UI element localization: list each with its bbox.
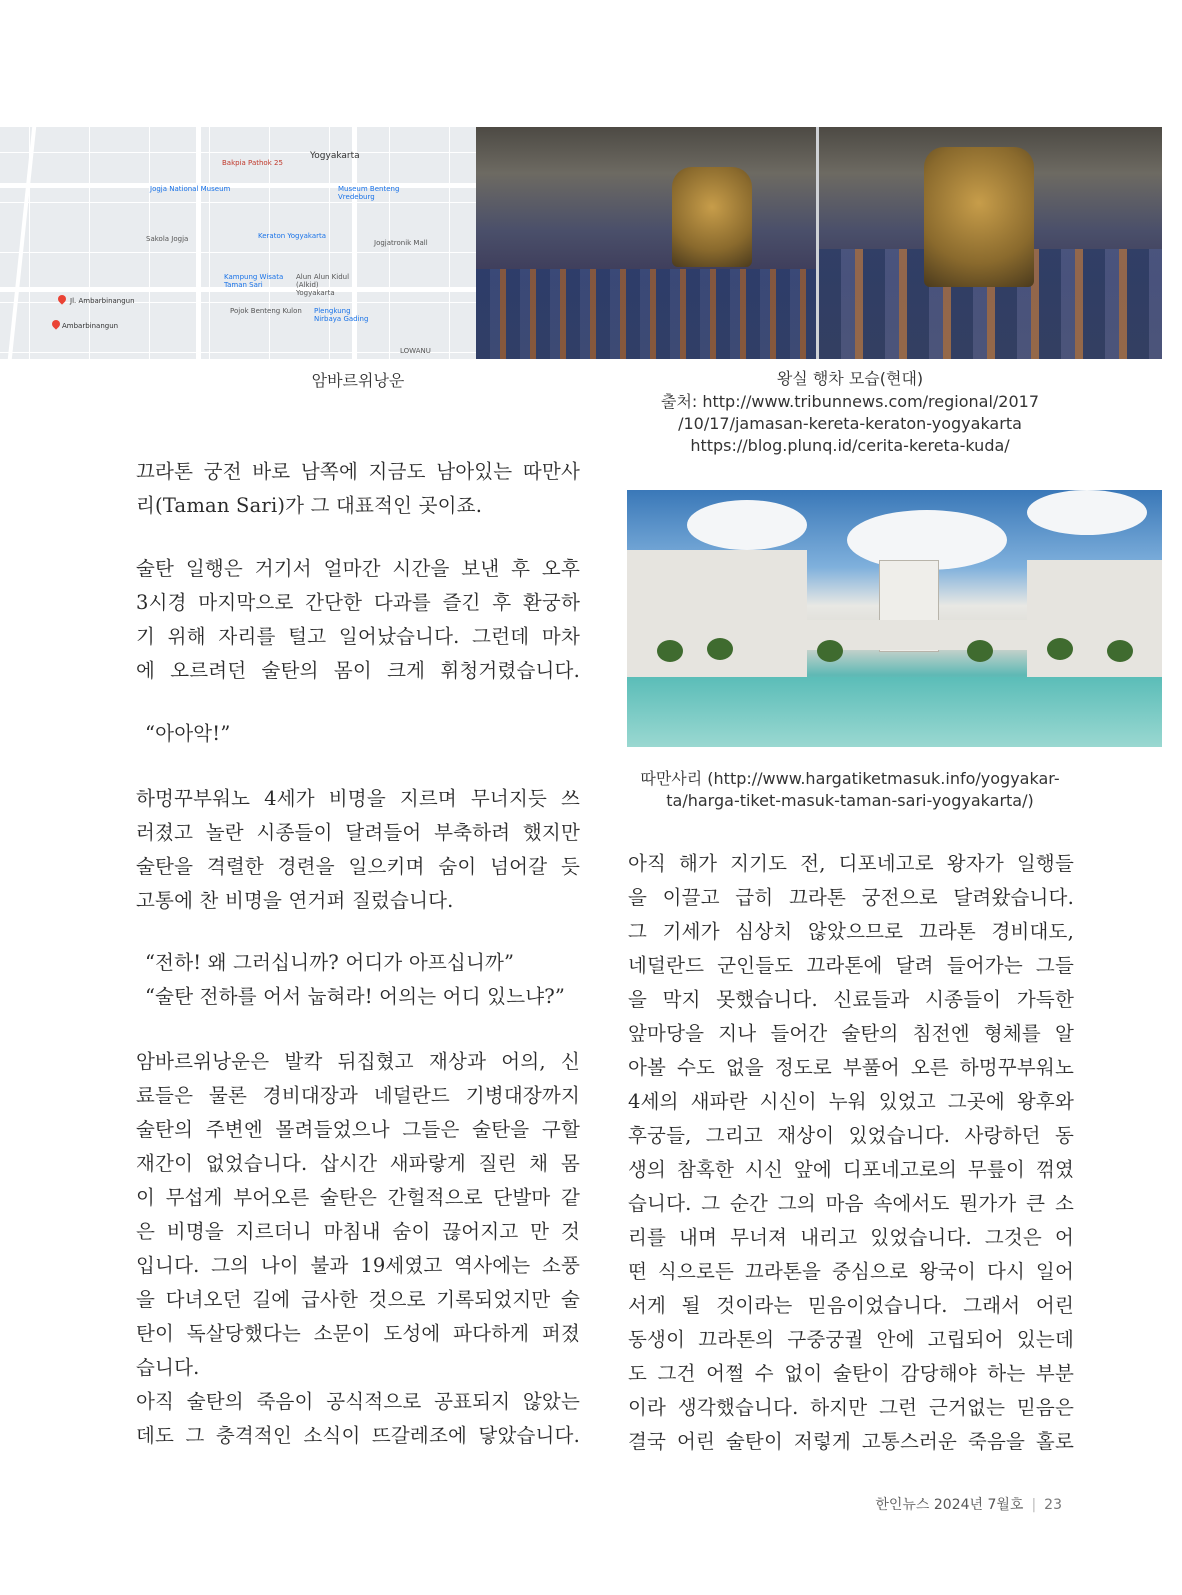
text-line: 하멍꾸부워노 4세가 비명을 지르며 무너지듯 쓰	[136, 787, 580, 810]
map-label-lowanu: LOWANU	[400, 347, 431, 355]
map-label-alkid: Alun Alun Kidul (Alkid) Yogyakarta	[296, 273, 350, 297]
page-number: 23	[1044, 1497, 1062, 1513]
text-line: “전하! 왜 그러십니까? 어디가 아프십니까”	[145, 951, 515, 974]
text-line: 앞마당을 지나 들어간 술탄의 침전엔 형체를 알	[628, 1022, 1074, 1045]
text-line: 리(Taman Sari)가 그 대표적인 곳이죠.	[136, 494, 483, 517]
text-line: 그 기세가 심상치 않았으므로 끄라톤 경비대도,	[628, 920, 1074, 943]
text-line: 술탄 일행은 거기서 얼마간 시간을 보낸 후 오후	[136, 557, 580, 580]
footer-separator: |	[1031, 1497, 1037, 1513]
text-line: 서게 될 것이라는 믿음이었습니다. 그래서 어린	[628, 1294, 1074, 1317]
map-label-bakpia: Bakpia Pathok 25	[222, 159, 283, 167]
map-label-jnm: Jogja National Museum	[150, 185, 231, 193]
map-label-jogjatronik: Jogjatronik Mall	[374, 239, 428, 247]
text-line: 을 막지 못했습니다. 신료들과 시종들이 가득한	[628, 988, 1074, 1011]
text-line: 떤 식으로든 끄라톤을 중심으로 왕국이 다시 일어	[628, 1260, 1074, 1283]
text-line: 을 다녀오던 길에 급사한 것으로 기록되었지만 술	[136, 1288, 580, 1311]
map-label-city: Yogyakarta	[310, 151, 360, 161]
text-line: 입니다. 그의 나이 불과 19세였고 역사에는 소풍	[136, 1254, 580, 1277]
text-line: 러졌고 놀란 시종들이 달려들어 부축하려 했지만	[136, 821, 580, 844]
map-pin-icon	[50, 318, 61, 329]
left-paragraph-4	[136, 782, 580, 918]
map-label-jl-ambarbinangun: Jl. Ambarbinangun	[70, 297, 135, 305]
text-line: 은 비명을 지르더니 마침내 숨이 끊어지고 만 것	[136, 1220, 580, 1243]
royal-caption-source-3: https://blog.plunq.id/cerita-kereta-kuda/	[690, 436, 1010, 455]
left-paragraph-2	[136, 552, 580, 688]
text-line: 아직 술탄의 죽음이 공식적으로 공표되지 않았는	[136, 1390, 580, 1413]
left-paragraph-6	[136, 1045, 580, 1453]
text-line: 생의 참혹한 시신 앞에 디포네고로의 무릎이 꺾였	[628, 1158, 1074, 1181]
map-label-tamansari: Kampung Wisata Taman Sari	[224, 273, 284, 289]
text-line: 3시경 마지막으로 간단한 다과를 즐긴 후 환궁하	[136, 591, 580, 614]
publication-name: 한인뉴스 2024년 7월호	[875, 1497, 1024, 1513]
text-line: 동생이 끄라톤의 구중궁궐 안에 고립되어 있는데	[628, 1328, 1074, 1351]
text-line: 아직 해가 지기도 전, 디포네고로 왕자가 일행들	[628, 852, 1074, 875]
text-line: 끄라톤 궁전 바로 남쪽에 지금도 남아있는 따만사	[136, 460, 580, 483]
text-line: 데도 그 충격적인 소식이 뜨갈레조에 닿았습니다.	[136, 1424, 580, 1447]
map-pin-icon	[56, 293, 67, 304]
text-line: 이라 생각했습니다. 하지만 그런 근거없는 믿음은	[628, 1396, 1074, 1419]
text-line: 료들은 물론 경비대장과 네덜란드 기병대장까지	[136, 1084, 580, 1107]
map-label-sakola: Sakola Jogja	[146, 235, 189, 243]
royal-caption-title: 왕실 행차 모습(현대)	[776, 369, 924, 388]
map-label-keraton: Keraton Yogyakarta	[258, 232, 327, 240]
royal-caption-source-2: /10/17/jamasan-kereta-keraton-yogyakarta	[678, 414, 1022, 433]
text-line: 술탄의 주변엔 몰려들었으나 그들은 술탄을 구할	[136, 1118, 580, 1141]
left-exclamation	[145, 717, 545, 751]
royal-caption-source-1: 출처: http://www.tribunnews.com/regional/2017	[660, 392, 1040, 411]
pool-caption-2: ta/harga-tiket-masuk-taman-sari-yogyakarta/)	[666, 791, 1034, 810]
map-label-ambarbinangun: Ambarbinangun	[62, 322, 119, 330]
text-line: 기 위해 자리를 털고 일어났습니다. 그런데 마차	[136, 625, 580, 648]
text-line: “아아악!”	[145, 722, 231, 745]
text-line: 도 그건 어쩔 수 없이 술탄이 감당해야 하는 부분	[628, 1362, 1074, 1385]
left-dialogue	[145, 946, 585, 1014]
page-footer	[875, 1494, 1062, 1514]
text-line: 결국 어린 술탄이 저렇게 고통스러운 죽음을 홀로	[628, 1430, 1074, 1453]
text-line: 리를 내며 무너져 내리고 있었습니다. 그것은 어	[628, 1226, 1074, 1249]
text-line: 이 무섭게 부어오른 술탄은 간헐적으로 단발마 같	[136, 1186, 580, 1209]
text-line: 네덜란드 군인들도 끄라톤에 달려 들어가는 그들	[628, 954, 1074, 977]
pool-caption-1: 따만사리 (http://www.hargatiketmasuk.info/yogyakar-	[640, 769, 1060, 788]
text-line: 술탄을 격렬한 경련을 일으키며 숨이 넘어갈 듯	[136, 855, 580, 878]
map-caption: 암바르위낭운	[311, 371, 405, 390]
right-paragraph-1	[628, 847, 1074, 1459]
text-line: 재간이 없었습니다. 삽시간 새파랗게 질린 채 몸	[136, 1152, 580, 1175]
map-label-plengkung: Plengkung Nirbaya Gading	[314, 307, 369, 323]
left-paragraph-1	[136, 455, 580, 523]
text-line: 후궁들, 그리고 재상이 있었습니다. 사랑하던 동	[628, 1124, 1074, 1147]
taman-sari-photo	[627, 490, 1162, 747]
map-label-pojok: Pojok Benteng Kulon	[230, 307, 302, 315]
text-line: 습니다.	[136, 1356, 200, 1379]
text-line: 을 이끌고 급히 끄라톤 궁전으로 달려왔습니다.	[628, 886, 1074, 909]
text-line: 에 오르려던 술탄의 몸이 크게 휘청거렸습니다.	[136, 659, 580, 682]
text-line: 암바르위낭운은 발칵 뒤집혔고 재상과 어의, 신	[136, 1050, 580, 1073]
text-line: 아볼 수도 없을 정도로 부풀어 오른 하멍꾸부워노	[628, 1056, 1074, 1079]
map-image	[0, 127, 476, 359]
text-line: 4세의 새파란 시신이 누워 있었고 그곳에 왕후와	[628, 1090, 1074, 1113]
text-line: “술탄 전하를 어서 눕혀라! 어의는 어디 있느냐?”	[145, 985, 566, 1008]
map-label-vredeburg: Museum Benteng Vredeburg	[338, 185, 400, 201]
text-line: 탄이 독살당했다는 소문이 도성에 파다하게 퍼졌	[136, 1322, 580, 1345]
text-line: 고통에 찬 비명을 연거퍼 질렀습니다.	[136, 889, 454, 912]
text-line: 습니다. 그 순간 그의 마음 속에서도 뭔가가 큰 소	[628, 1192, 1074, 1215]
royal-procession-photo	[476, 127, 1162, 359]
